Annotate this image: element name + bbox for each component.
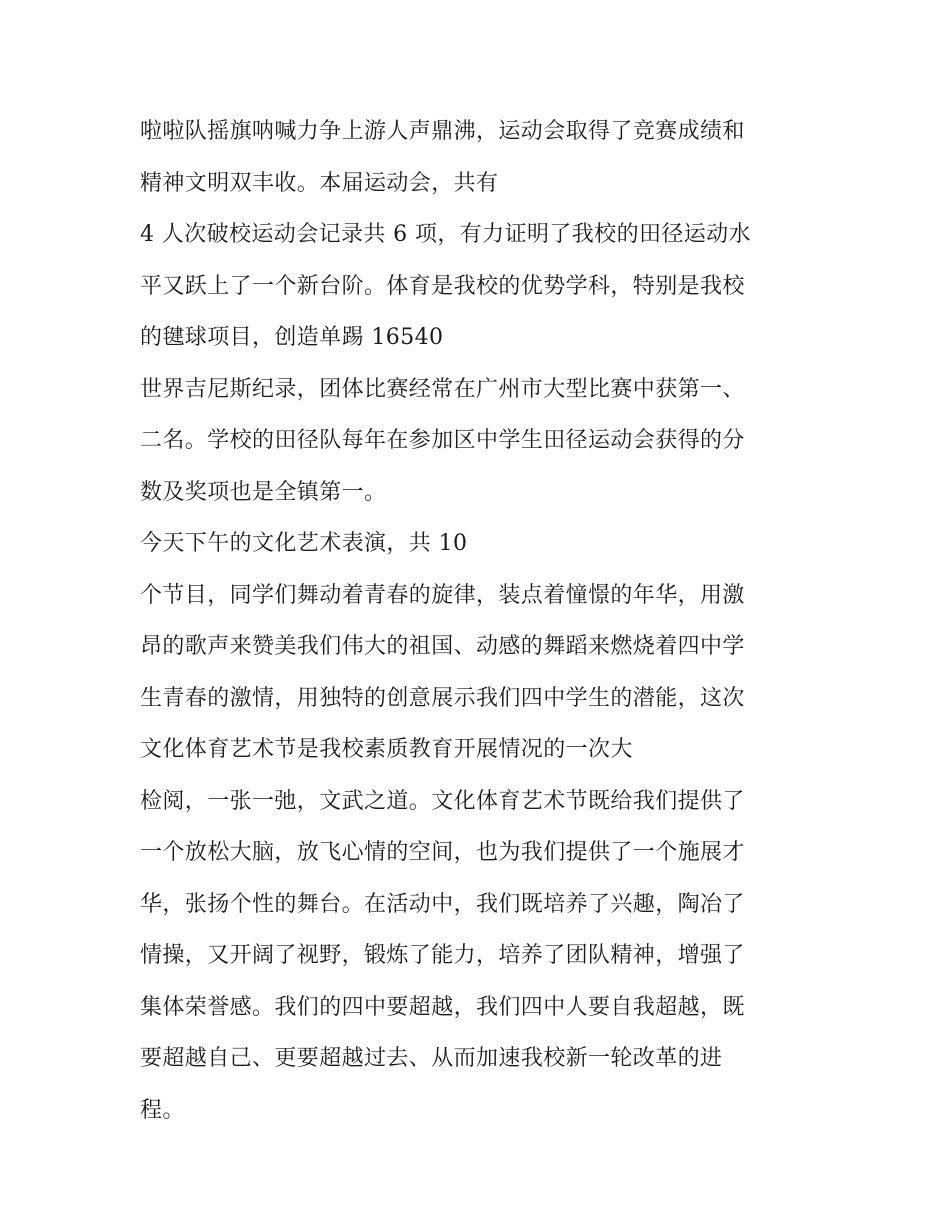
text-line: 平又跃上了一个新台阶。体育是我校的优势学科，特别是我校 bbox=[140, 273, 745, 299]
text-line: 数及奖项也是全镇第一。 bbox=[140, 479, 387, 505]
text-line: 4 人次破校运动会记录共 6 项，有力证明了我校的田径运动水 bbox=[140, 222, 751, 247]
text-line: 的毽球项目，创造单踢 16540 bbox=[140, 325, 444, 350]
text-line: 二名。学校的田径队每年在参加区中学生田径运动会获得的分 bbox=[140, 428, 745, 453]
text-line: 世界吉尼斯纪录，团体比赛经常在广州市大型比赛中获第一、 bbox=[140, 376, 745, 402]
text-line: 文化体育艺术节是我校素质教育开展情况的一次大 bbox=[140, 737, 633, 762]
body-text bbox=[140, 106, 820, 1136]
text-line: 程。 bbox=[140, 1097, 185, 1123]
text-line: 华，张扬个性的舞台。在活动中，我们既培养了兴趣，陶冶了 bbox=[140, 891, 745, 917]
text-line: 昂的歌声来赞美我们伟大的祖国、动感的舞蹈来燃烧着四中学 bbox=[140, 634, 745, 659]
text-line: 生青春的激情，用独特的创意展示我们四中学生的潜能，这次 bbox=[140, 685, 745, 711]
text-line: 一个放松大脑，放飞心情的空间，也为我们提供了一个施展才 bbox=[140, 840, 745, 865]
text-line: 精神文明双丰收。本届运动会，共有 bbox=[140, 170, 499, 196]
text-line: 要超越自己、更要超越过去、从而加速我校新一轮改革的进 bbox=[140, 1046, 723, 1071]
text-line: 今天下午的文化艺术表演，共 10 bbox=[140, 531, 468, 556]
text-line: 个节目，同学们舞动着青春的旋律，装点着憧憬的年华，用激 bbox=[140, 582, 745, 608]
text-line: 检阅，一张一弛，文武之道。文化体育艺术节既给我们提供了 bbox=[140, 788, 745, 814]
text-line: 啦啦队摇旗呐喊力争上游人声鼎沸，运动会取得了竞赛成绩和 bbox=[140, 119, 745, 144]
text-line: 情操，又开阔了视野，锻炼了能力，培养了团队精神，增强了 bbox=[140, 943, 745, 968]
text-line: 集体荣誉感。我们的四中要超越，我们四中人要自我超越，既 bbox=[140, 994, 745, 1020]
